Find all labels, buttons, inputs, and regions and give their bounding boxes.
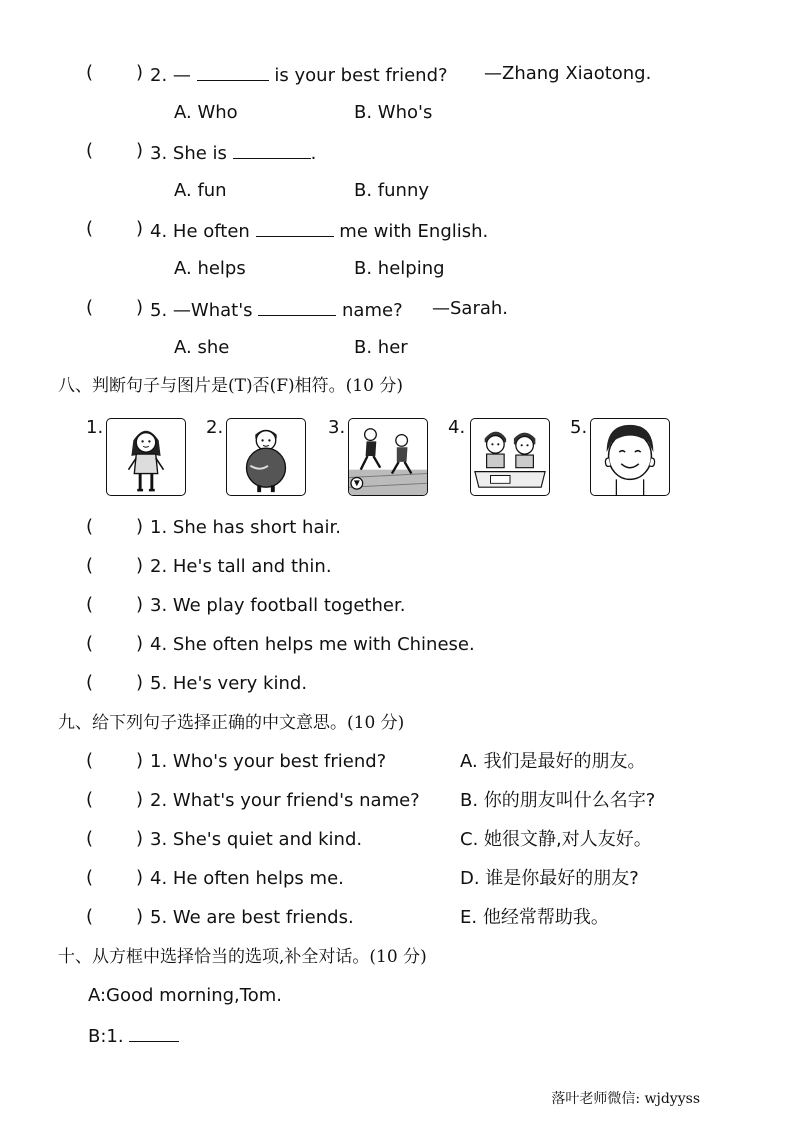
fat-boy-icon: [227, 419, 305, 495]
answer-paren-close: ): [136, 594, 144, 615]
option-b: B. funny: [354, 180, 430, 201]
answer-paren-close: ): [136, 555, 144, 576]
answer-paren-close: ): [136, 672, 144, 693]
section10-title: 十、从方框中选择恰当的选项,补全对话。(10 分): [58, 947, 427, 967]
chinese-option: E. 他经常帮助我。: [460, 907, 609, 928]
question-4: [150, 218, 488, 244]
answer-paren-open[interactable]: (: [86, 633, 94, 654]
answer-paren-open[interactable]: (: [86, 297, 94, 318]
question-number: 4.: [150, 221, 168, 242]
answer-paren-close: ): [136, 750, 144, 771]
question-2: [150, 62, 448, 88]
fill-blank[interactable]: [258, 297, 336, 316]
sentence: 5. We are best friends.: [150, 907, 354, 928]
smiling-boy-face-icon: [590, 418, 670, 496]
question-number: 2.: [150, 65, 168, 86]
answer-paren-close: ): [136, 62, 144, 83]
boys-playing-football-icon: [349, 419, 427, 495]
chinese-option: B. 你的朋友叫什么名字?: [460, 790, 656, 811]
option-a: A. helps: [174, 258, 246, 279]
answer-paren-close: ): [136, 789, 144, 810]
sentence: 1. Who's your best friend?: [150, 751, 387, 772]
fill-blank[interactable]: [197, 62, 269, 81]
fill-blank[interactable]: [233, 140, 311, 159]
answer-paren-open[interactable]: (: [86, 140, 94, 161]
question-stem-a: —What's: [172, 300, 253, 321]
question-stem-b: is your best friend?: [274, 65, 448, 86]
question-2-reply: —Zhang Xiaotong.: [484, 63, 652, 84]
answer-paren-close: ): [136, 140, 144, 161]
chinese-option: A. 我们是最好的朋友。: [460, 751, 646, 772]
question-stem-b: .: [310, 143, 317, 164]
question-stem-b: name?: [342, 300, 403, 321]
question-stem-b: me with English.: [339, 221, 489, 242]
footer-watermark: 落叶老师微信: wjdyyss: [551, 1091, 700, 1107]
question-number: 5.: [150, 300, 168, 321]
sentence: 3. She's quiet and kind.: [150, 829, 363, 850]
option-b: B. helping: [354, 258, 445, 279]
dialogue-line-b-label: B:1.: [88, 1026, 124, 1047]
answer-paren-open[interactable]: (: [86, 594, 94, 615]
question-3: [150, 140, 316, 166]
answer-paren-open[interactable]: (: [86, 867, 94, 888]
boys-playing-football-icon: [348, 418, 428, 496]
statement: 3. We play football together.: [150, 595, 406, 616]
sentence: 4. He often helps me.: [150, 868, 344, 889]
option-b: B. her: [354, 337, 408, 358]
question-5: [150, 297, 403, 323]
fat-boy-icon: [226, 418, 306, 496]
fill-blank[interactable]: [129, 1023, 179, 1042]
answer-paren-open[interactable]: (: [86, 555, 94, 576]
answer-paren-close: ): [136, 218, 144, 239]
answer-paren-open[interactable]: (: [86, 672, 94, 693]
answer-paren-open[interactable]: (: [86, 828, 94, 849]
option-b: B. Who's: [354, 102, 433, 123]
question-stem-a: —: [172, 65, 191, 86]
option-a: A. fun: [174, 180, 227, 201]
question-stem-a: She is: [172, 143, 227, 164]
question-stem-a: He often: [172, 221, 250, 242]
answer-paren-open[interactable]: (: [86, 750, 94, 771]
dialogue-line-a: A:Good morning,Tom.: [88, 985, 282, 1006]
answer-paren-open[interactable]: (: [86, 516, 94, 537]
kids-studying-icon: [471, 419, 549, 495]
answer-paren-close: ): [136, 516, 144, 537]
smiling-boy-face-icon: [591, 419, 669, 495]
answer-paren-open[interactable]: (: [86, 789, 94, 810]
picture-number: 4.: [448, 417, 466, 438]
statement: 5. He's very kind.: [150, 673, 308, 694]
answer-paren-close: ): [136, 633, 144, 654]
question-number: 3.: [150, 143, 168, 164]
statement: 2. He's tall and thin.: [150, 556, 332, 577]
answer-paren-close: ): [136, 906, 144, 927]
answer-paren-open[interactable]: (: [86, 218, 94, 239]
answer-paren-open[interactable]: (: [86, 62, 94, 83]
answer-paren-open[interactable]: (: [86, 906, 94, 927]
chinese-option: C. 她很文静,对人友好。: [460, 829, 652, 850]
girl-standing-icon: [106, 418, 186, 496]
girl-standing-icon: [107, 419, 185, 495]
chinese-option: D. 谁是你最好的朋友?: [460, 868, 639, 889]
statement: 1. She has short hair.: [150, 517, 341, 538]
picture-number: 5.: [570, 417, 588, 438]
answer-paren-close: ): [136, 297, 144, 318]
section9-title: 九、给下列句子选择正确的中文意思。(10 分): [58, 713, 405, 733]
section8-title: 八、判断句子与图片是(T)否(F)相符。(10 分): [58, 376, 403, 396]
option-a: A. Who: [174, 102, 238, 123]
option-a: A. she: [174, 337, 230, 358]
picture-number: 2.: [206, 417, 224, 438]
picture-number: 3.: [328, 417, 346, 438]
picture-number: 1.: [86, 417, 104, 438]
answer-paren-close: ): [136, 828, 144, 849]
answer-paren-close: ): [136, 867, 144, 888]
statement: 4. She often helps me with Chinese.: [150, 634, 475, 655]
dialogue-line-b: [88, 1023, 179, 1049]
question-5-reply: —Sarah.: [432, 298, 509, 319]
sentence: 2. What's your friend's name?: [150, 790, 420, 811]
kids-studying-icon: [470, 418, 550, 496]
fill-blank[interactable]: [256, 218, 334, 237]
